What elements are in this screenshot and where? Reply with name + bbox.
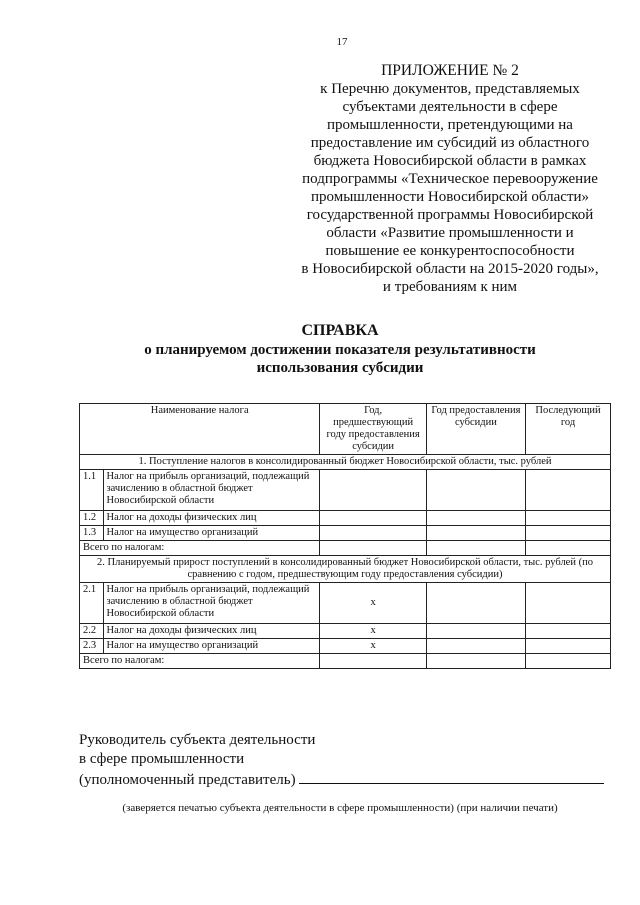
- row-name: Налог на прибыль организаций, подлежащий зачислению в областной бюджет Новосибирской области: [103, 470, 320, 511]
- cell-grant-year: [426, 583, 525, 624]
- appendix-line: к Перечню документов, представляемых: [320, 81, 580, 97]
- section-row: [80, 455, 611, 470]
- cell-prev-year: [320, 470, 426, 511]
- cell-next-year: [526, 583, 611, 624]
- heading-subtitle: о планируемом достижении показателя результативности: [144, 342, 536, 358]
- cell-prev-year: [320, 541, 426, 556]
- row-name: Налог на прибыль организаций, подлежащий зачислению в областной бюджет Новосибирской области: [103, 583, 320, 624]
- row-number: 1.1: [80, 470, 104, 511]
- heading-subtitle: использования субсидии: [256, 360, 424, 376]
- appendix-line: в Новосибирской области на 2015-2020 годы»,: [301, 261, 599, 277]
- table-header-row: [80, 404, 611, 455]
- cell-next-year: [526, 526, 611, 541]
- row-name: Налог на доходы физических лиц: [103, 624, 320, 639]
- signature-line-1: Руководитель субъекта деятельности: [79, 732, 316, 748]
- section1-title: 1. Поступление налогов в консолидированный бюджет Новосибирской области, тыс. рублей: [80, 455, 611, 470]
- document-heading: [60, 322, 620, 377]
- table-row: [80, 583, 611, 624]
- cell-not-applicable: х: [320, 583, 426, 624]
- cell-grant-year: [426, 624, 525, 639]
- cell-prev-year: [320, 511, 426, 526]
- appendix-line: субъектами деятельности в сфере: [342, 99, 558, 115]
- table-row: [80, 624, 611, 639]
- cell-prev-year: [320, 526, 426, 541]
- total-row: [80, 541, 611, 556]
- table-row: [80, 511, 611, 526]
- header-next-year: Последующий год: [526, 404, 611, 455]
- row-number: 2.1: [80, 583, 104, 624]
- cell-grant-year: [426, 511, 525, 526]
- appendix-line: государственной программы Новосибирской: [306, 207, 594, 223]
- signature-line-3: [79, 769, 619, 790]
- cell-not-applicable: х: [320, 624, 426, 639]
- cell-not-applicable: х: [320, 639, 426, 654]
- cell-grant-year: [426, 470, 525, 511]
- row-number: 1.3: [80, 526, 104, 541]
- section-row: [80, 556, 611, 583]
- header-prev-year: Год, предшествующий году предоставления субсидии: [320, 404, 426, 455]
- header-tax-name: Наименование налога: [80, 404, 320, 455]
- cell-next-year: [526, 541, 611, 556]
- signature-line-2: в сфере промышленности: [79, 751, 245, 767]
- stamp-note: (заверяется печатью субъекта деятельности в сфере промышленности) (при наличии печати): [122, 802, 558, 814]
- cell-next-year: [526, 624, 611, 639]
- signature-block: [79, 731, 619, 790]
- cell-grant-year: [426, 639, 525, 654]
- row-name: Налог на доходы физических лиц: [103, 511, 320, 526]
- cell-grant-year: [426, 526, 525, 541]
- cell-grant-year: [426, 541, 525, 556]
- row-number: 1.2: [80, 511, 104, 526]
- total-label: Всего по налогам:: [80, 541, 320, 556]
- cell-next-year: [526, 470, 611, 511]
- page-number: 17: [336, 36, 348, 48]
- cell-next-year: [526, 511, 611, 526]
- row-name: Налог на имущество организаций: [103, 526, 320, 541]
- appendix-line: подпрограммы «Техническое перевооружение: [302, 171, 598, 187]
- row-number: 2.2: [80, 624, 104, 639]
- table-row: [80, 526, 611, 541]
- cell-grant-year: [426, 654, 525, 669]
- appendix-line: бюджета Новосибирской области в рамках: [313, 153, 587, 169]
- appendix-line: повышение ее конкурентоспособности: [325, 243, 575, 259]
- total-row: [80, 654, 611, 669]
- header-grant-year: Год предоставления субсидии: [426, 404, 525, 455]
- cell-next-year: [526, 639, 611, 654]
- cell-prev-year: [320, 654, 426, 669]
- appendix-line: предоставление им субсидий из областного: [310, 135, 590, 151]
- table-row: [80, 470, 611, 511]
- appendix-line: области «Развитие промышленности и: [326, 225, 574, 241]
- cell-next-year: [526, 654, 611, 669]
- appendix-line: и требованиям к ним: [382, 279, 518, 295]
- tax-table: [79, 403, 611, 669]
- table-row: [80, 639, 611, 654]
- row-name: Налог на имущество организаций: [103, 639, 320, 654]
- signature-underline: [299, 769, 604, 784]
- row-number: 2.3: [80, 639, 104, 654]
- appendix-block: [290, 62, 610, 296]
- appendix-line: промышленности Новосибирской области»: [310, 189, 590, 205]
- signature-role: (уполномоченный представитель): [79, 772, 296, 788]
- heading-title: СПРАВКА: [301, 322, 379, 339]
- section2-title: 2. Планируемый прирост поступлений в консолидированный бюджет Новосибирской области, тыс. рублей (по сравнению с годом, предшествующим году предоставления субсидии): [80, 556, 611, 583]
- total-label: Всего по налогам:: [80, 654, 320, 669]
- appendix-title: ПРИЛОЖЕНИЕ № 2: [381, 62, 519, 79]
- appendix-line: промышленности, претендующими на: [327, 117, 573, 133]
